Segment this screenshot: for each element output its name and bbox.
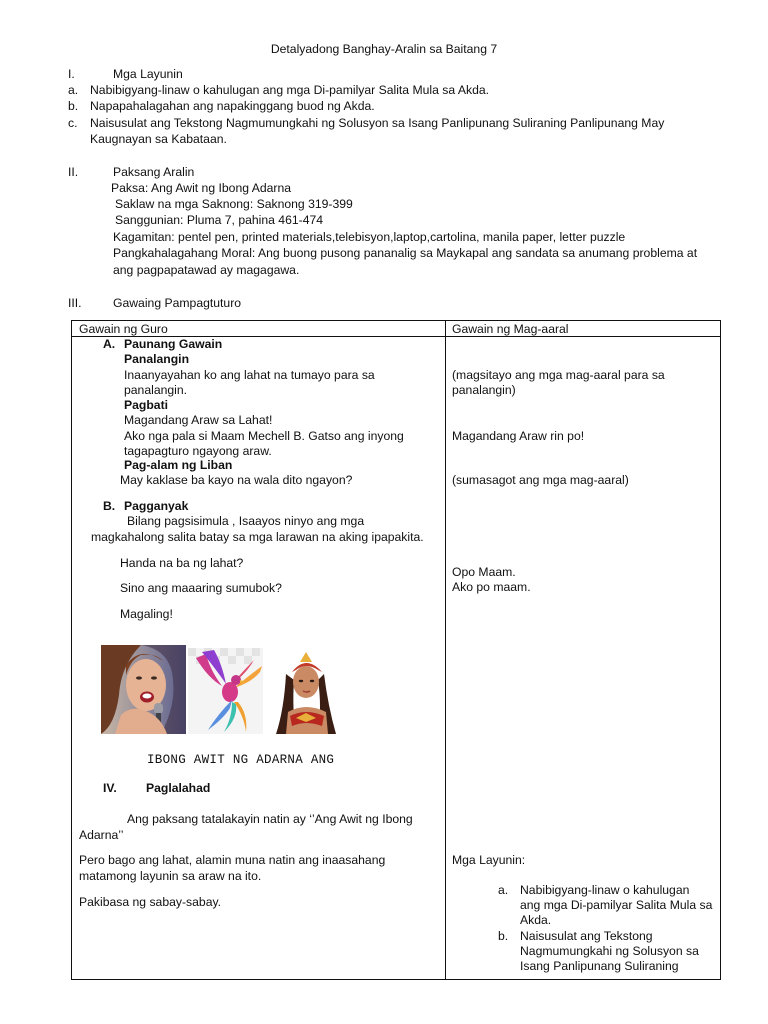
section-3-number: III. xyxy=(68,296,82,310)
objective-c-text: Naisusulat ang Tekstong Nagmumungkahi ng Solusyon sa Isang Panlipunang Suliraning Panlipunang May xyxy=(90,116,665,130)
student-objective-a-marker: a. xyxy=(498,883,509,897)
pero-line-2: matamong layunin sa araw na ito. xyxy=(79,869,262,883)
student-objective-b-line-3: Isang Panlipunang Suliraning xyxy=(520,959,679,973)
column-header-magaaral: Gawain ng Mag-aaral xyxy=(452,322,569,336)
part-a-marker: A. xyxy=(103,337,116,351)
pagganyak-line-2: magkahalong salita batay sa mga larawan na aking ipapakita. xyxy=(91,530,424,544)
objective-b-marker: b. xyxy=(68,99,79,113)
warrior-woman-illustration xyxy=(266,650,348,734)
student-mga-layunin: Mga Layunin: xyxy=(452,853,526,867)
objective-b-text: Napapahalagahan ang napakinggang buod ng Akda. xyxy=(90,99,375,113)
pagbati-student-line-1: Magandang Araw rin po! xyxy=(452,429,585,443)
paksang-line-1: Ang paksang tatalakayin natin ay ‘’Ang Awit ng Ibong xyxy=(127,812,413,826)
objective-a-text: Nabibigyang-linaw o kahulugan ang mga Di-pamilyar Salita Mula sa Akda. xyxy=(90,83,490,97)
pakibasa-line: Pakibasa ng sabay-sabay. xyxy=(79,895,222,909)
sino-line: Sino ang maaaring sumubok? xyxy=(120,581,282,595)
pagalam-heading: Pag-alam ng Liban xyxy=(124,458,233,472)
student-objective-b-line-2: Nagmumungkahi ng Solusyon sa xyxy=(520,944,699,958)
pagbati-teacher-line-3: tagapagturo ngayong araw. xyxy=(124,444,272,458)
section-2-number: II. xyxy=(68,165,79,179)
student-objective-a-line-1: Nabibigyang-linaw o kahulugan xyxy=(520,883,690,897)
part-b-heading: Pagganyak xyxy=(124,499,189,513)
section-2-heading: Paksang Aralin xyxy=(113,165,195,179)
panalangin-teacher-line-1: Inaanyayahan ko ang lahat na tumayo para sa xyxy=(124,368,375,382)
paksang-line-2: Adarna’’ xyxy=(79,828,124,842)
pero-line-1: Pero bago ang lahat, alamin muna natin ang inaasahang xyxy=(79,853,386,867)
scrambled-words: IBONG AWIT NG ADARNA ANG xyxy=(147,753,335,767)
sanggunian-line: Sanggunian: Pluma 7, pahina 461-474 xyxy=(115,213,324,227)
pagbati-teacher-line-1: Magandang Araw sa Lahat! xyxy=(124,413,273,427)
table-column-divider xyxy=(445,320,446,980)
kagamitan-line: Kagamitan: pentel pen, printed materials,telebisyon,laptop,cartolina, manila paper, letter puzzle xyxy=(113,230,626,244)
part-iv-marker: IV. xyxy=(103,781,117,795)
student-objective-b-line-1: Naisusulat ang Tekstong xyxy=(520,929,653,943)
section-3-heading: Gawaing Pampagtuturo xyxy=(113,296,242,310)
ako-line: Ako po maam. xyxy=(452,580,531,594)
panalangin-student-line-2: panalangin) xyxy=(452,383,516,397)
moral-line-1: Pangkahalagahang Moral: Ang buong pusong pananalig sa Maykapal ang sandata sa anumang problema at xyxy=(113,246,698,260)
pagbati-teacher-line-2: Ako nga pala si Maam Mechell B. Gatso ang inyong xyxy=(124,429,404,443)
panalangin-teacher-line-2: panalangin. xyxy=(124,383,188,397)
section-1-number: I. xyxy=(68,67,75,81)
pagalam-teacher-line-1: May kaklase ba kayo na wala dito ngayon? xyxy=(120,473,353,487)
column-header-guro: Gawain ng Guro xyxy=(79,322,168,336)
part-b-marker: B. xyxy=(103,499,116,513)
section-1-heading: Mga Layunin xyxy=(113,67,183,81)
pagbati-heading: Pagbati xyxy=(124,398,169,412)
adarna-bird-illustration xyxy=(188,648,263,734)
objective-c-marker: c. xyxy=(68,116,78,130)
singer-photo xyxy=(101,645,186,734)
part-a-heading: Paunang Gawain xyxy=(124,337,223,351)
paksa-line: Paksa: Ang Awit ng Ibong Adarna xyxy=(111,181,292,195)
student-objective-a-line-3: Akda. xyxy=(520,913,552,927)
pagganyak-line-1: Bilang pagsisimula , Isaayos ninyo ang mga xyxy=(127,514,365,528)
saklaw-line: Saklaw na mga Saknong: Saknong 319-399 xyxy=(115,197,353,211)
document-title: Detalyadong Banghay-Aralin sa Baitang 7 xyxy=(270,42,498,56)
moral-line-2: ang pagpapatawad ay magagawa. xyxy=(113,263,300,277)
magaling-line: Magaling! xyxy=(120,607,173,621)
objective-c-text-cont: Kaugnayan sa Kabataan. xyxy=(90,132,227,146)
opo-line: Opo Maam. xyxy=(452,565,516,579)
part-iv-heading: Paglalahad xyxy=(146,781,211,795)
student-objective-b-marker: b. xyxy=(498,929,509,943)
panalangin-heading: Panalangin xyxy=(124,352,190,366)
student-objective-a-line-2: ang mga Di-pamilyar Salita Mula sa xyxy=(520,898,713,912)
handa-line: Handa na ba ng lahat? xyxy=(120,556,244,570)
panalangin-student-line-1: (magsitayo ang mga mag-aaral para sa xyxy=(452,368,665,382)
objective-a-marker: a. xyxy=(68,83,79,97)
pagalam-student-line-1: (sumasagot ang mga mag-aaral) xyxy=(452,473,629,487)
